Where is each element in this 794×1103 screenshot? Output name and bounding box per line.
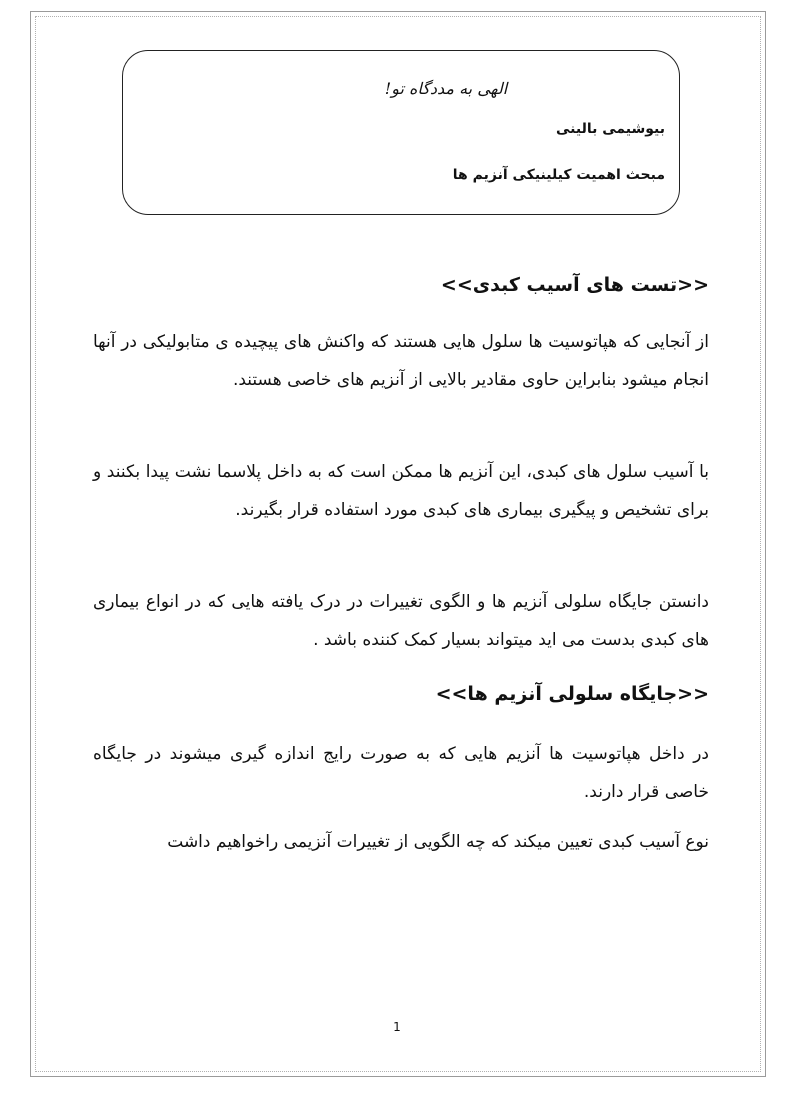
topic-title: مبحث اهمیت کیلینیکی آنزیم ها — [452, 167, 665, 183]
paragraph-hepatocytes: از آنجایی که هپاتوسیت ها سلول هایی هستند که واکنش های پیچیده ی متابولیکی در آنها انجام میشود بنابراین حاوی مقادیر بالایی از آنزیم های خاصی هستند. — [93, 332, 709, 390]
paragraph-enzyme-location: دانستن جایگاه سلولی آنزیم ها و الگوی تغییرات در درک یافته هایی که در انواع بیماری های کبدی بدست می اید میتواند بسیار کمک کننده باشد . — [93, 592, 709, 650]
header-box — [122, 50, 680, 215]
paragraph-hepatocyte-enzymes: در داخل هپاتوسیت ها آنزیم هایی که به صورت رایج اندازه گیری میشوند در جایگاه خاصی قرار دارند. — [93, 744, 709, 802]
section-heading-liver-tests: <<تست های آسیب کبدی>> — [440, 274, 709, 296]
page-number: 1 — [393, 1020, 401, 1034]
section-heading-cellular-location: <<جایگاه سلولی آنزیم ها>> — [435, 683, 709, 705]
invocation-text: الهی به مددگاه تو! — [384, 79, 508, 98]
paragraph-liver-damage: با آسیب سلول های کبدی، این آنزیم ها ممکن است که به داخل پلاسما نشت پیدا بکنند و برای تشخیص و پیگیری بیماری های کبدی مورد استفاده قرار بگیرند. — [93, 462, 709, 520]
paragraph-damage-pattern: نوع آسیب کبدی تعیین میکند که چه الگویی از تغییرات آنزیمی راخواهیم داشت — [167, 832, 709, 852]
course-title: بیوشیمی بالینی — [555, 121, 665, 137]
